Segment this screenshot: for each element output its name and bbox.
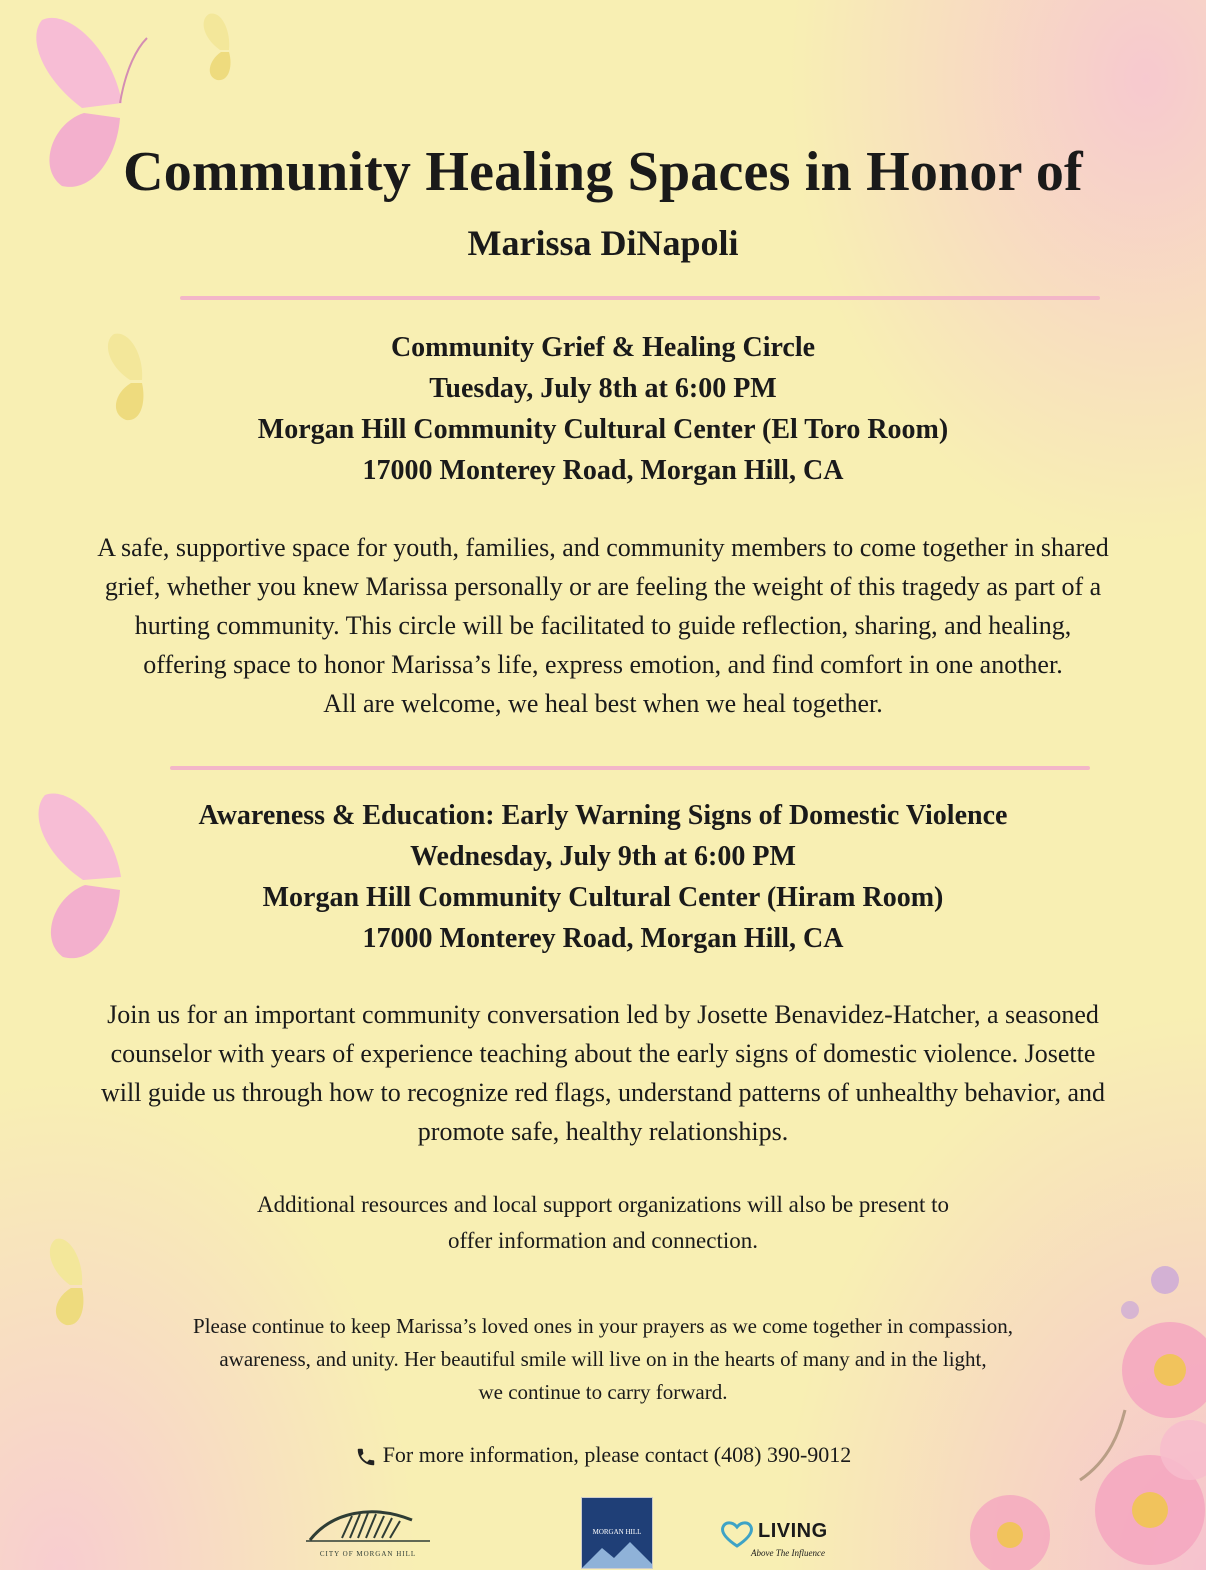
resources-line: Additional resources and local support organizations will also be present to <box>257 1192 949 1217</box>
description-line: A safe, supportive space for youth, families, and community members to come together in shared <box>97 533 1109 562</box>
closing-line: awareness, and unity. Her beautiful smile will live on in the hearts of many and in the light, <box>219 1347 987 1371</box>
page-subtitle: Marissa DiNapoli <box>467 223 739 263</box>
description-line: promote safe, healthy relationships. <box>417 1117 789 1146</box>
event-1-name: Community Grief & Healing Circle <box>390 332 816 363</box>
event-1-details <box>0 327 1206 491</box>
hills-logo-icon <box>302 1500 434 1545</box>
event-1-description <box>0 528 1206 723</box>
living-above-the-influence-logo <box>718 1518 858 1563</box>
description-line: All are welcome, we heal best when we heal together. <box>323 689 883 718</box>
city-of-morgan-hill-logo <box>302 1500 434 1560</box>
event-2-date: Wednesday, July 9th at 6:00 PM <box>410 841 796 872</box>
phone-icon <box>355 1446 377 1468</box>
morgan-hill-center-logo <box>581 1497 653 1569</box>
living-logo-subtitle: Above The Influence <box>751 1548 825 1558</box>
event-2-venue: Morgan Hill Community Cultural Center (Hiram Room) <box>262 882 944 913</box>
description-line: Join us for an important community conversation led by Josette Benavidez-Hatcher, a seasoned <box>107 1000 1099 1029</box>
city-logo-text: CITY OF MORGAN HILL <box>319 1550 417 1558</box>
living-logo-text: LIVING <box>758 1520 828 1542</box>
page-title: Community Healing Spaces in Honor of <box>123 141 1083 203</box>
description-line: hurting community. This circle will be facilitated to guide reflection, sharing, and healing, <box>134 611 1072 640</box>
mountain-icon <box>582 1538 652 1568</box>
contact-text: For more information, please contact (408) 390-9012 <box>382 1442 852 1467</box>
contact-info <box>0 1442 1206 1468</box>
flowers-icon <box>1040 1260 1206 1570</box>
description-line: grief, whether you knew Marissa personally or are feeling the weight of this tragedy as part of a <box>104 572 1102 601</box>
description-line: offering space to honor Marissa’s life, express emotion, and find comfort in one another. <box>143 650 1063 679</box>
yellow-butterfly-icon <box>195 10 245 85</box>
description-line: will guide us through how to recognize red flags, understand patterns of unhealthy behavior, and <box>100 1078 1106 1107</box>
description-line: counselor with years of experience teaching about the early signs of domestic violence. Josette <box>110 1039 1096 1068</box>
event-1-date: Tuesday, July 8th at 6:00 PM <box>429 373 777 404</box>
closing-message <box>0 1310 1206 1409</box>
center-logo-text: MORGAN HILL <box>592 1528 642 1536</box>
event-2-address: 17000 Monterey Road, Morgan Hill, CA <box>362 923 844 954</box>
divider <box>170 766 1090 770</box>
closing-line: Please continue to keep Marissa’s loved ones in your prayers as we come together in compassion, <box>193 1314 1013 1338</box>
event-2-name: Awareness & Education: Early Warning Signs of Domestic Violence <box>198 800 1008 831</box>
event-2-details <box>0 795 1206 959</box>
flowers-icon <box>930 1460 1060 1570</box>
event-1-venue: Morgan Hill Community Cultural Center (El Toro Room) <box>257 414 949 445</box>
closing-line: we continue to carry forward. <box>478 1380 728 1404</box>
heart-icon <box>720 1520 754 1548</box>
event-2-description <box>0 995 1206 1151</box>
event-2-resources <box>0 1187 1206 1259</box>
event-1-address: 17000 Monterey Road, Morgan Hill, CA <box>362 455 844 486</box>
divider <box>180 296 1100 300</box>
resources-line: offer information and connection. <box>448 1228 758 1253</box>
